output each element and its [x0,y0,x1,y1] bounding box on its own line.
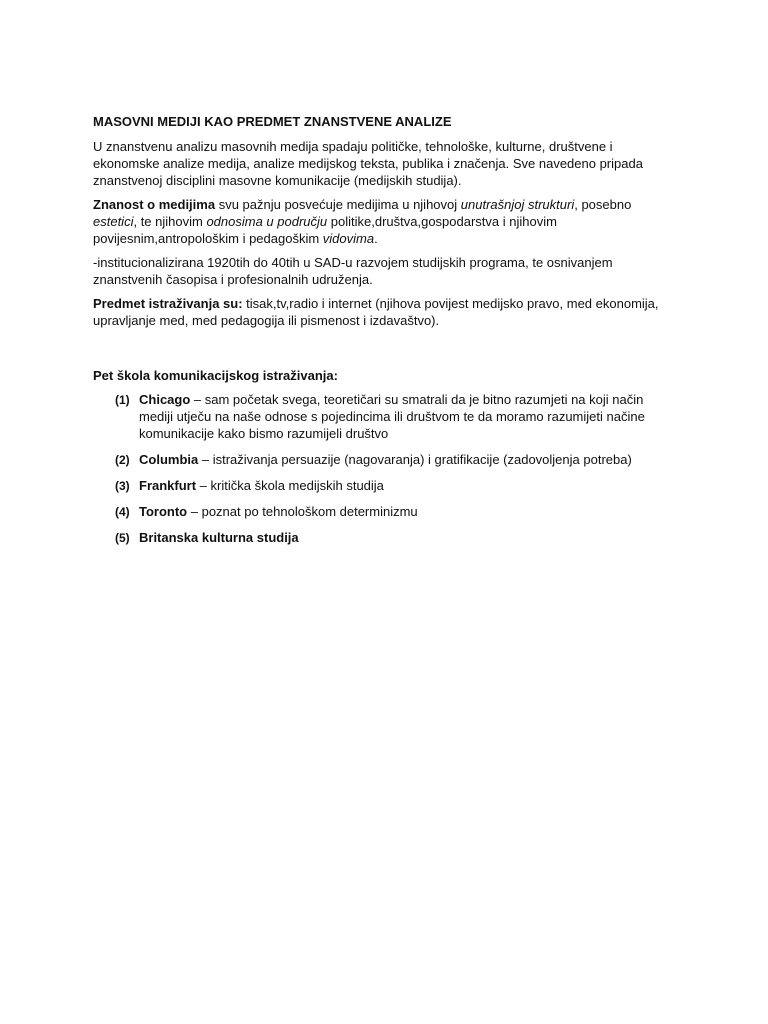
school-description: – sam početak svega, teoretičari su smatrali da je bitno razumjeti na koji način mediji utječu na naše odnose s pojedincima ili društvom te da moramo razumijeti načine komunikacije kako bismo razumijeli društvo [139,392,645,441]
school-number: (1) [115,393,130,407]
school-name: Toronto [139,504,188,519]
znanost-term: Znanost o medijima [93,197,216,212]
znanost-italic-2: estetici [93,214,134,229]
znanost-text-5: . [374,231,378,246]
predmet-paragraph [93,295,673,329]
schools-heading: Pet škola komunikacijskog istraživanja: [93,368,338,383]
intro-paragraph: U znanstvenu analizu masovnih medija spadaju političke, tehnološke, kulturne, društvene i ekonomske analize medija, analize medijskog teksta, publika i značenja. Sve navedeno pripada znanstvenoj disciplini masovne komunikacije (medijskih studija). [93,139,643,188]
school-item-columbia [93,451,673,468]
school-item-britanska [93,529,673,546]
institutional-paragraph: -institucionalizirana 1920tih do 40tih u SAD-u razvojem studijskih programa, te osnivanjem znanstvenih časopisa i profesionalnih udruženja. [93,255,613,287]
school-number: (4) [115,505,130,519]
blank-line [93,336,673,367]
school-name: Britanska kulturna studija [139,530,299,545]
znanost-text-4: politike,društva,gospodarstva i njihovim povijesnim,antropološkim i pedagoškim [93,214,557,246]
school-item-frankfurt [93,477,673,494]
school-description: – kritička škola medijskih studija [196,478,384,493]
znanost-italic-3: odnosima u području [206,214,328,229]
schools-list [93,391,673,546]
document-title: MASOVNI MEDIJI KAO PREDMET ZNANSTVENE ANALIZE [93,114,452,129]
predmet-text: tisak,tv,radio i internet (njihova povijest medijsko pravo, med ekonomija, upravljanje med, med pedagogija ili pismenost i izdavaštvo). [93,296,659,328]
school-number: (5) [115,531,130,545]
document-content [93,113,673,555]
school-name: Frankfurt [139,478,197,493]
school-number: (2) [115,453,130,467]
school-item-toronto [93,503,673,520]
school-description: – poznat po tehnološkom determinizmu [187,504,418,519]
predmet-term: Predmet istraživanja su: [93,296,243,311]
school-name: Columbia [139,452,199,467]
znanost-text-2: , posebno [574,197,632,212]
znanost-italic-1: unutrašnjoj strukturi [460,197,575,212]
znanost-paragraph [93,196,673,247]
znanost-italic-4: vidovima [322,231,375,246]
znanost-text-1: svu pažnju posvećuje medijima u njihovoj [215,197,461,212]
school-name: Chicago [139,392,191,407]
znanost-text-3: , te njihovim [133,214,207,229]
school-number: (3) [115,479,130,493]
school-item-chicago [93,391,673,442]
school-description: – istraživanja persuazije (nagovaranja) i gratifikacije (zadovoljenja potreba) [198,452,632,467]
